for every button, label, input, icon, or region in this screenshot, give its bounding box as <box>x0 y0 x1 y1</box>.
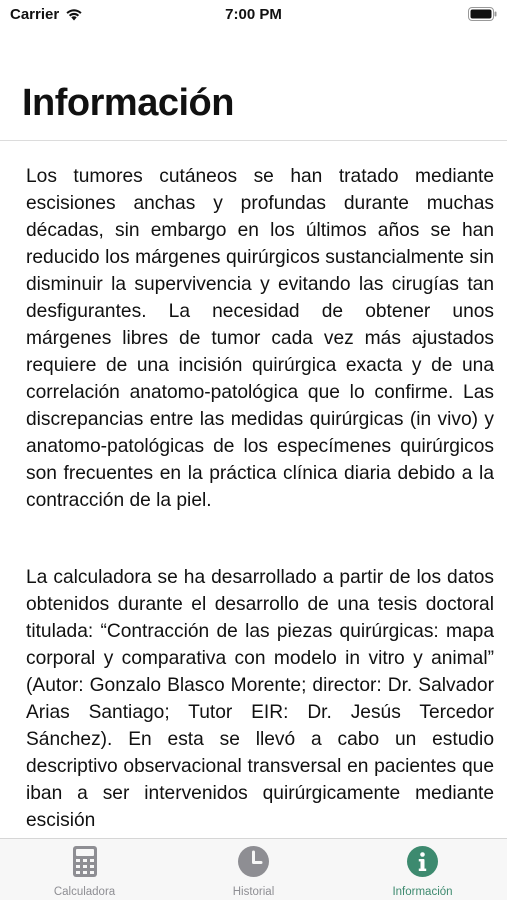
tab-label-calculadora: Calculadora <box>53 886 116 898</box>
calculator-icon <box>72 845 98 878</box>
status-bar <box>0 0 507 30</box>
clock-icon <box>237 845 270 878</box>
tab-label-informacion: Información <box>392 886 453 898</box>
battery-icon <box>468 7 497 26</box>
page-title: Información <box>22 82 234 124</box>
carrier-label: Carrier <box>10 6 60 23</box>
nav-divider <box>0 140 507 141</box>
status-time: 7:00 PM <box>225 6 282 23</box>
tab-calculadora[interactable] <box>0 845 169 897</box>
tab-informacion[interactable] <box>338 845 507 897</box>
info-paragraph-2: La calculadora se ha desarrollado a partir de los datos obtenidos durante el desarrollo de una tesis doctoral titulada: “Contracción de las piezas quirúrgicas: mapa corporal y comparativa con modelo in vitro y animal” (Autor: Gonzalo Blasco Morente; director: Dr. Salvador Arias Santiago; Tutor EIR: Dr. Jesús Tercedor Sánchez). En esta se llevó a cabo un estudio descriptivo observacional transversal en pacientes que iban a ser intervenidos quirúrgicamente mediante escisión <box>26 567 494 831</box>
info-paragraph-1: Los tumores cutáneos se han tratado mediante escisiones anchas y profundas durante muchas décadas, sin embargo en los últimos años se han reducido los márgenes quirúrgicos sustancialmente sin disminuir la supervivencia y evitando las cirugías tan desfigurantes. La necesidad de obtener unos márgenes libres de tumor cada vez más ajustados requiere de una incisión quirúrgica exacta y de una correlación anatomo-patológica que lo confirme. Las discrepancias entre las medidas quirúrgicas (in vivo) y anatomo-patológicas de los especímenes quirúrgicos son frecuentes en la práctica clínica diaria debido a la contracción de la piel. <box>26 166 494 511</box>
info-icon <box>406 845 439 878</box>
tab-bar <box>0 838 507 900</box>
tab-historial[interactable] <box>169 845 338 897</box>
tab-label-historial: Historial <box>232 886 275 898</box>
info-content[interactable] <box>26 163 494 839</box>
